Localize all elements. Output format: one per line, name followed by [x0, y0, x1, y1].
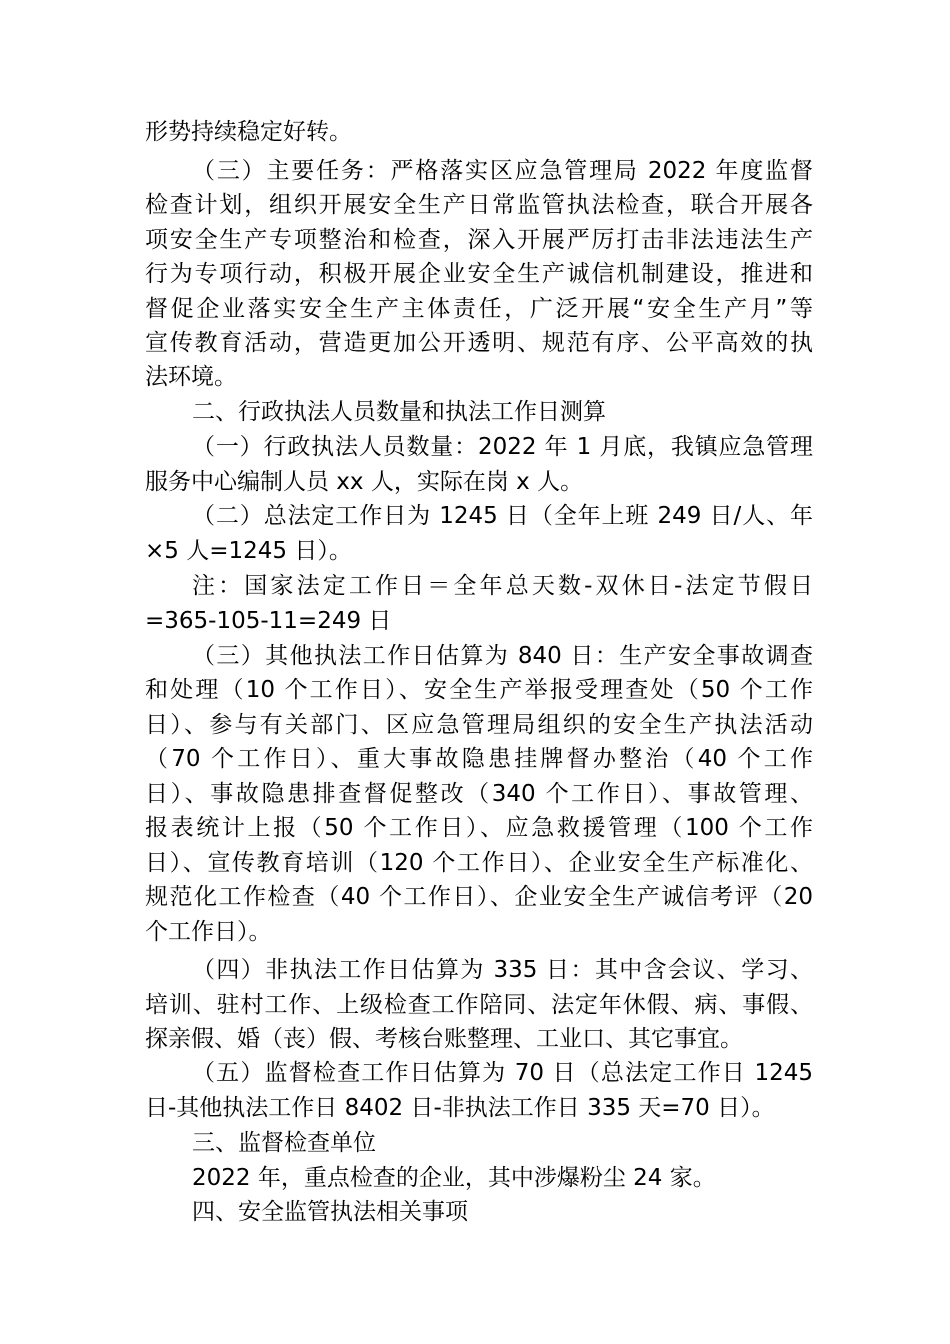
- text-line: 探亲假、婚（丧）假、考核台账整理、工业口、其它事宜。: [145, 1026, 743, 1052]
- text-line: 日）、参与有关部门、区应急管理局组织的安全生产执法活动: [145, 712, 813, 738]
- text-line: （三）主要任务：严格落实区应急管理局 2022 年度监督: [192, 158, 813, 184]
- text-line: 形势持续稳定好转。: [145, 119, 352, 145]
- text-line: 培训、驻村工作、上级检查工作陪同、法定年休假、病、事假、: [145, 992, 813, 1018]
- section-heading: 三、监督检查单位: [192, 1130, 376, 1156]
- text-line: 服务中心编制人员 xx 人，实际在岗 x 人。: [145, 469, 584, 495]
- text-line: 检查计划，组织开展安全生产日常监管执法检查，联合开展各: [145, 192, 813, 218]
- section-heading: 四、安全监管执法相关事项: [192, 1199, 468, 1225]
- text-line: =365-105-11=249 日: [145, 608, 392, 634]
- text-line: 项安全生产专项整治和检查，深入开展严厉打击非法违法生产: [145, 227, 813, 253]
- text-line: 日）、事故隐患排查督促整改（340 个工作日）、事故管理、: [145, 781, 813, 807]
- text-line: （二）总法定工作日为 1245 日（全年上班 249 日/人、年: [192, 503, 813, 529]
- text-line: 日）、宣传教育培训（120 个工作日）、企业安全生产标准化、: [145, 850, 813, 876]
- text-line: 日-其他执法工作日 8402 日-非执法工作日 335 天=70 日）。: [145, 1095, 775, 1121]
- section-heading: 二、行政执法人员数量和执法工作日测算: [192, 399, 606, 425]
- text-line: 规范化工作检查（40 个工作日）、企业安全生产诚信考评（20: [145, 884, 813, 910]
- text-line: 法环境。: [145, 364, 237, 390]
- text-line: ×5 人=1245 日）。: [145, 538, 352, 564]
- text-line: （三）其他执法工作日估算为 840 日：生产安全事故调查: [192, 643, 813, 669]
- text-line: （五）监督检查工作日估算为 70 日（总法定工作日 1245: [192, 1060, 813, 1086]
- text-line: 行为专项行动，积极开展企业安全生产诚信机制建设，推进和: [145, 261, 813, 287]
- text-line: 宣传教育活动，营造更加公开透明、规范有序、公平高效的执: [145, 330, 813, 356]
- text-line: 和处理（10 个工作日）、安全生产举报受理查处（50 个工作: [145, 677, 813, 703]
- text-line: （70 个工作日）、重大事故隐患挂牌督办整治（40 个工作: [145, 746, 813, 772]
- text-line: （一）行政执法人员数量：2022 年 1 月底，我镇应急管理: [192, 434, 813, 460]
- text-line: 注：国家法定工作日＝全年总天数-双休日-法定节假日: [192, 573, 813, 599]
- text-line: （四）非执法工作日估算为 335 日：其中含会议、学习、: [192, 957, 813, 983]
- text-line: 2022 年，重点检查的企业，其中涉爆粉尘 24 家。: [192, 1165, 716, 1191]
- text-line: 督促企业落实安全生产主体责任，广泛开展“安全生产月”等: [145, 296, 813, 322]
- text-line: 个工作日）。: [145, 919, 272, 945]
- text-line: 报表统计上报（50 个工作日）、应急救援管理（100 个工作: [145, 815, 813, 841]
